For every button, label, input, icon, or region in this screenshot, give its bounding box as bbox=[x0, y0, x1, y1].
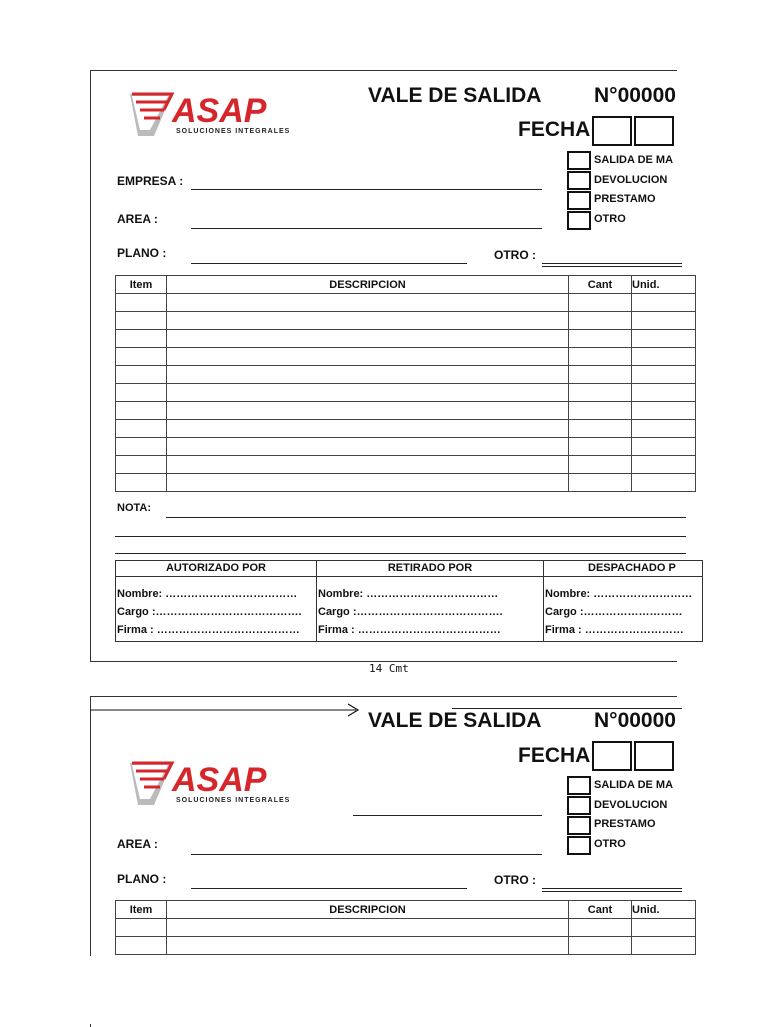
empresa-label: EMPRESA : bbox=[117, 174, 184, 188]
option-checkbox[interactable] bbox=[567, 151, 591, 170]
asap-logo-graphic bbox=[110, 753, 352, 815]
option-label: SALIDA DE MA bbox=[594, 779, 674, 791]
empresa-field[interactable] bbox=[191, 189, 542, 190]
area-field[interactable] bbox=[191, 854, 542, 855]
signature-firma[interactable]: Firma : ……………………… bbox=[545, 624, 684, 636]
signature-nombre[interactable]: Nombre: ……………………………… bbox=[318, 588, 499, 600]
asap-logo bbox=[110, 753, 352, 815]
empresa-field[interactable] bbox=[353, 815, 542, 816]
option-checkbox[interactable] bbox=[567, 796, 591, 815]
area-field[interactable] bbox=[191, 228, 542, 229]
table-row[interactable] bbox=[116, 420, 696, 438]
option-checkbox[interactable] bbox=[567, 171, 591, 190]
date-label: FECHA bbox=[518, 118, 591, 141]
signature-header: AUTORIZADO POR bbox=[116, 561, 316, 577]
table-row[interactable] bbox=[116, 919, 696, 937]
date-month-box[interactable] bbox=[634, 741, 674, 771]
area-label: AREA : bbox=[117, 212, 158, 226]
nota-label: NOTA: bbox=[117, 502, 152, 514]
signature-block-despachado bbox=[543, 560, 703, 642]
table-row[interactable] bbox=[116, 312, 696, 330]
form-title: VALE DE SALIDA bbox=[368, 709, 542, 732]
items-table bbox=[115, 275, 696, 492]
signature-nombre[interactable]: Nombre: ……………………………… bbox=[117, 588, 298, 600]
signature-cargo[interactable]: Cargo :…………………………………. bbox=[117, 606, 302, 618]
option-label: PRESTAMO bbox=[594, 818, 656, 830]
arrow-icon bbox=[90, 700, 370, 720]
column-header-cant: Cant bbox=[569, 276, 632, 294]
area-label: AREA : bbox=[117, 837, 158, 851]
asap-tagline: SOLUCIONES INTEGRALES bbox=[176, 128, 291, 135]
signature-firma[interactable]: Firma : ………………………………… bbox=[117, 624, 300, 636]
plano-label: PLANO : bbox=[117, 872, 167, 886]
table-row[interactable] bbox=[116, 366, 696, 384]
column-header-descripcion: DESCRIPCION bbox=[167, 901, 569, 919]
date-day-box[interactable] bbox=[592, 741, 632, 771]
table-row[interactable] bbox=[116, 294, 696, 312]
date-month-box[interactable] bbox=[634, 116, 674, 146]
column-header-cant: Cant bbox=[569, 901, 632, 919]
option-checkbox[interactable] bbox=[567, 211, 591, 230]
asap-logo bbox=[110, 84, 352, 146]
option-checkbox[interactable] bbox=[567, 191, 591, 210]
otro-field-underline bbox=[542, 266, 682, 267]
asap-logo-text: ASAP bbox=[172, 761, 267, 799]
measure-label: 14 Cmt bbox=[369, 662, 409, 675]
items-table bbox=[115, 900, 696, 955]
nota-line-3[interactable] bbox=[115, 553, 686, 554]
date-label: FECHA bbox=[518, 744, 591, 767]
table-row[interactable] bbox=[116, 474, 696, 492]
table-row[interactable] bbox=[116, 402, 696, 420]
column-header-unid: Unid. bbox=[632, 276, 696, 294]
table-row[interactable] bbox=[116, 438, 696, 456]
asap-logo-text: ASAP bbox=[172, 92, 267, 130]
option-label: OTRO bbox=[594, 213, 626, 225]
nota-field[interactable] bbox=[166, 517, 686, 518]
option-checkbox[interactable] bbox=[567, 776, 591, 795]
form-title: VALE DE SALIDA bbox=[368, 84, 542, 107]
signature-block-autorizado bbox=[115, 560, 317, 642]
form-number: N°00000 bbox=[594, 709, 676, 732]
option-checkbox[interactable] bbox=[567, 816, 591, 835]
signature-firma[interactable]: Firma : ………………………………… bbox=[318, 624, 501, 636]
table-header-row bbox=[116, 901, 696, 919]
table-row[interactable] bbox=[116, 937, 696, 955]
signature-cargo[interactable]: Cargo :…………………………………. bbox=[318, 606, 503, 618]
plano-field[interactable] bbox=[191, 888, 467, 889]
column-header-item: Item bbox=[116, 901, 167, 919]
signature-nombre[interactable]: Nombre: ……………………… bbox=[545, 588, 693, 600]
signature-block-retirado bbox=[316, 560, 544, 642]
otro-label: OTRO : bbox=[494, 248, 536, 262]
page-bottom-margin bbox=[0, 956, 768, 1024]
option-label: PRESTAMO bbox=[594, 193, 656, 205]
signature-header: RETIRADO POR bbox=[317, 561, 543, 577]
signature-header: DESPACHADO P bbox=[544, 561, 702, 577]
option-label: SALIDA DE MA bbox=[594, 154, 674, 166]
asap-logo-graphic bbox=[110, 84, 352, 146]
option-checkbox[interactable] bbox=[567, 836, 591, 855]
otro-label: OTRO : bbox=[494, 873, 536, 887]
option-label: DEVOLUCION bbox=[594, 799, 668, 811]
option-label: OTRO bbox=[594, 838, 626, 850]
table-row[interactable] bbox=[116, 456, 696, 474]
table-header-row bbox=[116, 276, 696, 294]
nota-line-2[interactable] bbox=[115, 536, 686, 537]
table-row[interactable] bbox=[116, 384, 696, 402]
asap-tagline: SOLUCIONES INTEGRALES bbox=[176, 797, 291, 804]
otro-field[interactable] bbox=[542, 888, 682, 889]
form-number: N°00000 bbox=[594, 84, 676, 107]
table-row[interactable] bbox=[116, 348, 696, 366]
column-header-unid: Unid. bbox=[632, 901, 696, 919]
column-header-item: Item bbox=[116, 276, 167, 294]
date-day-box[interactable] bbox=[592, 116, 632, 146]
column-header-descripcion: DESCRIPCION bbox=[167, 276, 569, 294]
otro-field[interactable] bbox=[542, 263, 682, 264]
signature-cargo[interactable]: Cargo :……………………… bbox=[545, 606, 683, 618]
option-label: DEVOLUCION bbox=[594, 174, 668, 186]
table-row[interactable] bbox=[116, 330, 696, 348]
otro-field-underline bbox=[542, 891, 682, 892]
plano-field[interactable] bbox=[191, 263, 467, 264]
plano-label: PLANO : bbox=[117, 246, 167, 260]
